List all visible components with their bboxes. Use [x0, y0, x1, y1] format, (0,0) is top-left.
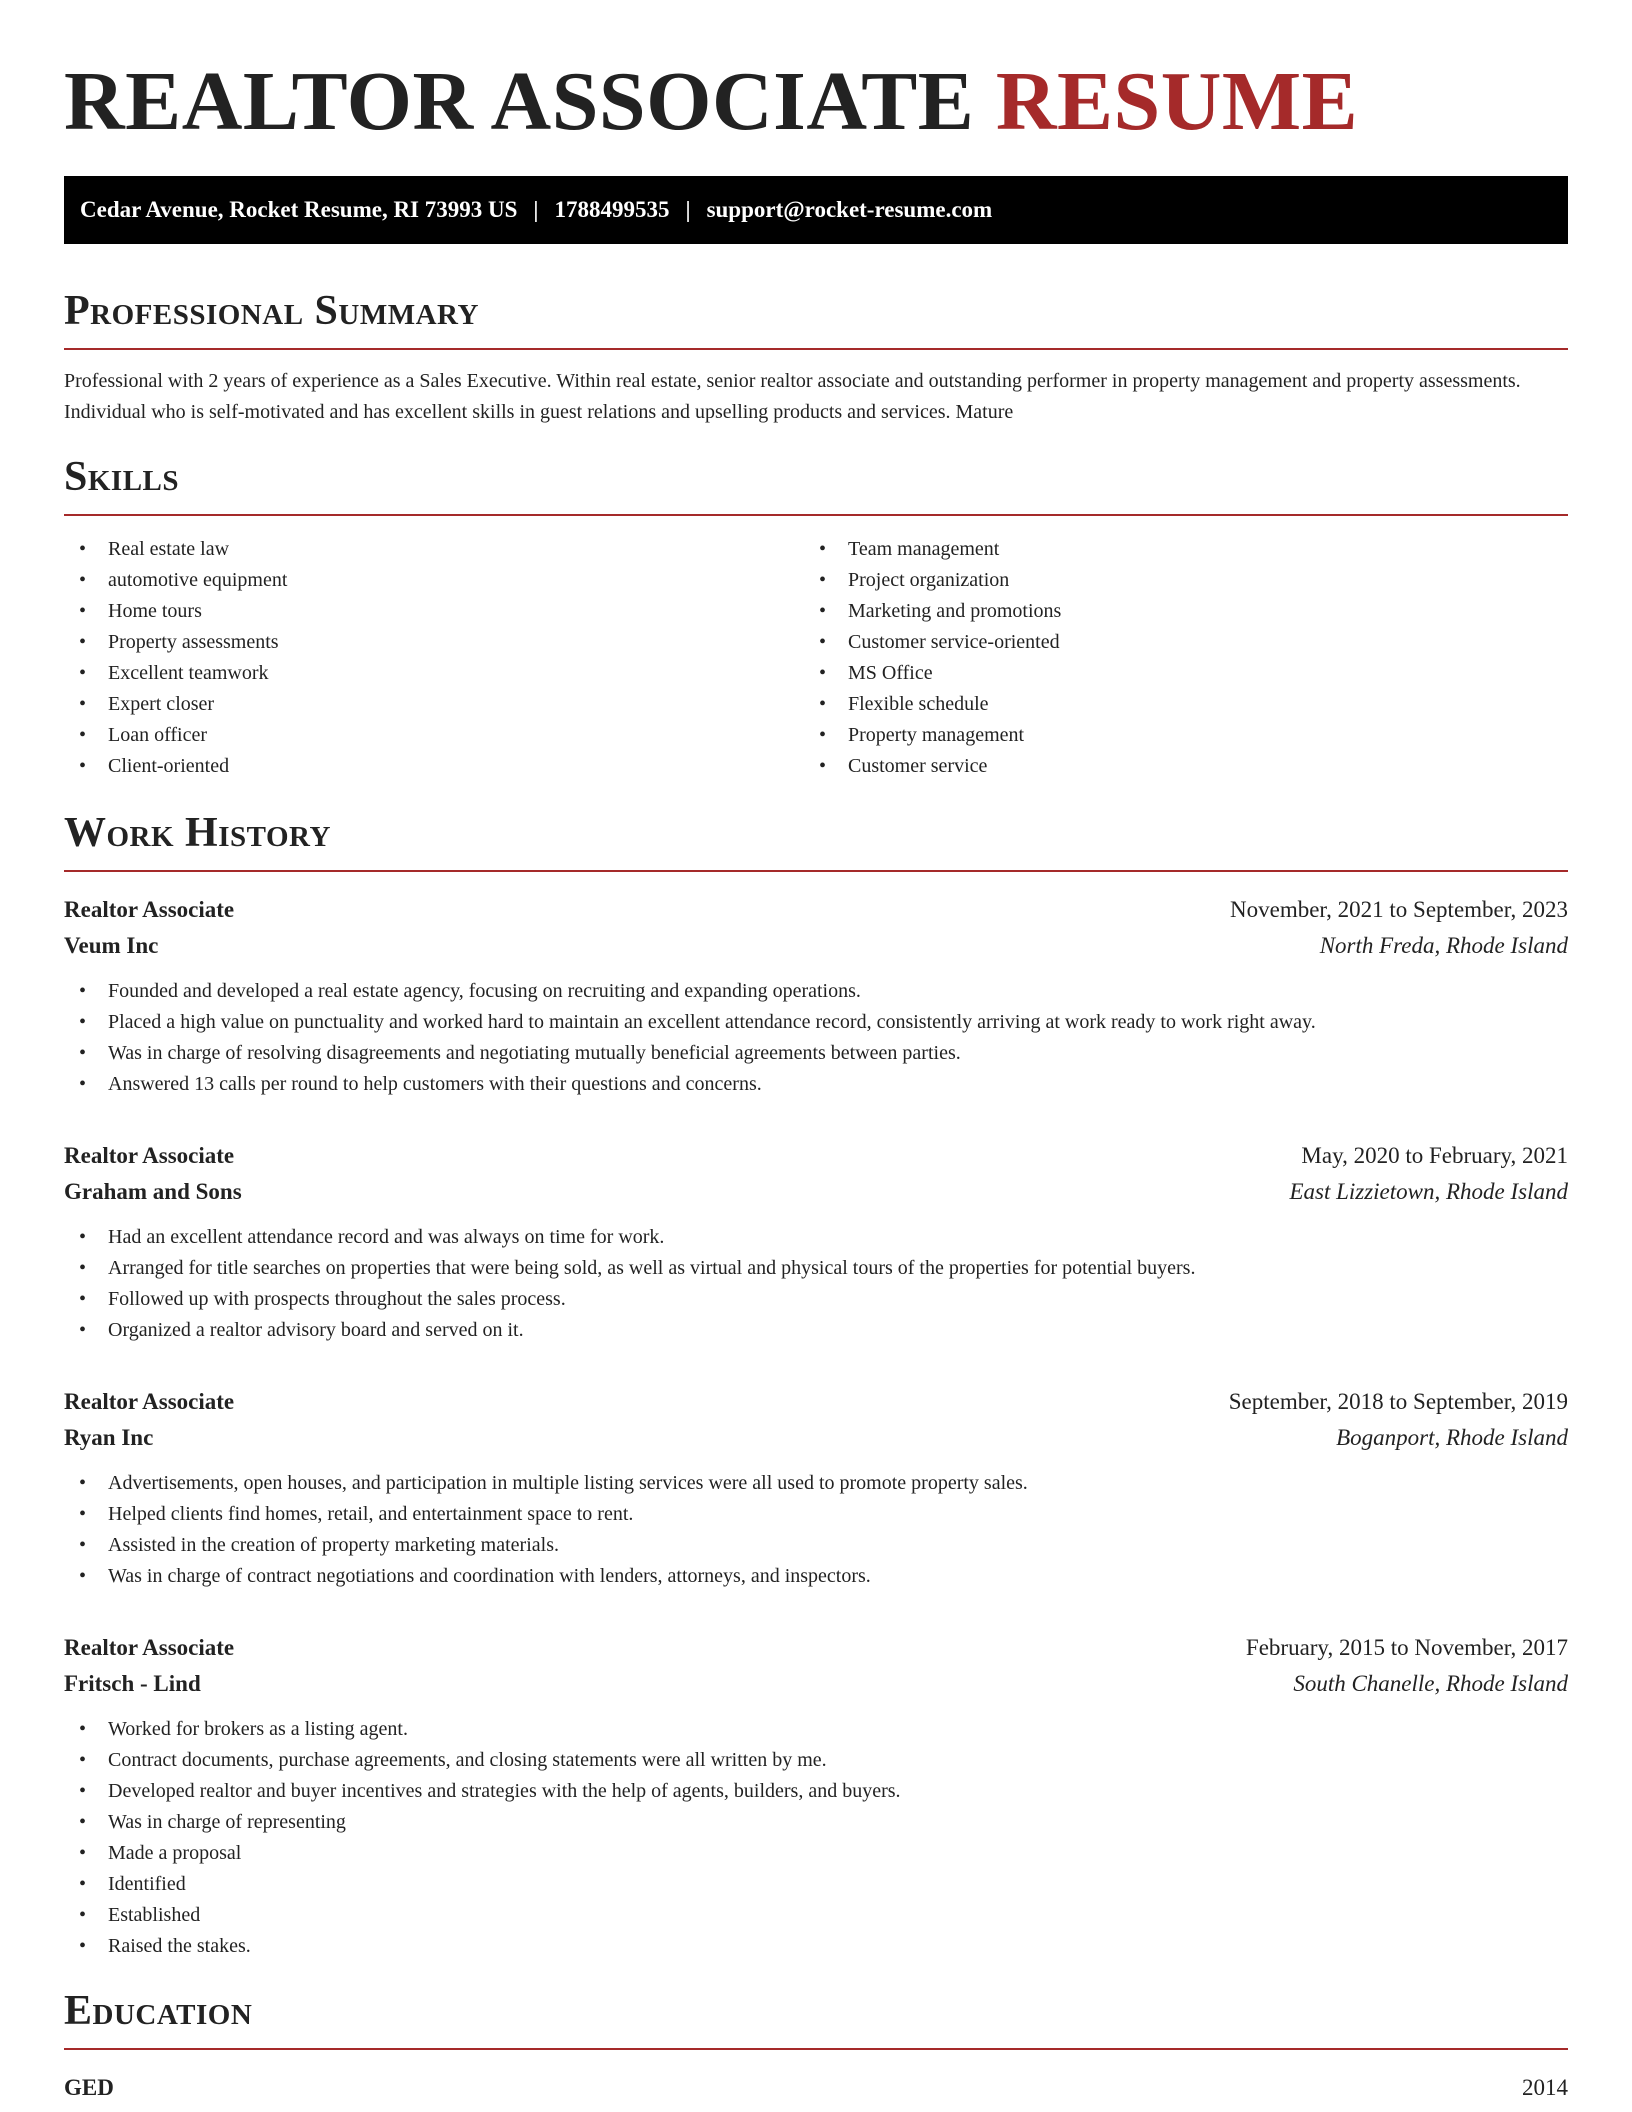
job-bullet: • Developed realtor and buyer incentives and strategies with the help of agents, builders, and buyers. [64, 1776, 1568, 1807]
job-entry [64, 1630, 1568, 1962]
job-bullets [64, 1714, 1568, 1962]
job-company-row [64, 1420, 1568, 1456]
job-header-row [64, 1384, 1568, 1420]
job-dates: February, 2015 to November, 2017 [1245, 1635, 1568, 1660]
job-bullet: • Was in charge of resolving disagreements and negotiating mutually beneficial agreements between parties. [64, 1038, 1568, 1069]
work-heading: Work History [64, 806, 1568, 872]
skills-grid [64, 534, 1568, 782]
job-dates: May, 2020 to February, 2021 [1301, 1143, 1568, 1168]
job-company-row [64, 1174, 1568, 1210]
skills-list-right [804, 534, 1544, 782]
skill-item: • Property management [804, 720, 1544, 751]
education-heading: Education [64, 1984, 1568, 2050]
job-header-row [64, 1138, 1568, 1174]
education-entry [64, 2070, 1568, 2106]
job-company: Graham and Sons [64, 1179, 242, 1204]
job-entry [64, 1384, 1568, 1592]
job-location: North Freda, Rhode Island [1319, 933, 1568, 958]
contact-email: support@rocket-resume.com [706, 197, 993, 222]
skill-item: • Customer service-oriented [804, 627, 1544, 658]
job-title: Realtor Associate [64, 1635, 235, 1660]
job-company: Veum Inc [64, 933, 159, 958]
skill-item: • Expert closer [64, 689, 804, 720]
contact-bar [64, 176, 1568, 244]
job-bullets [64, 1222, 1568, 1346]
job-company-row [64, 1666, 1568, 1702]
skill-item: • Project organization [804, 565, 1544, 596]
contact-separator: | [685, 197, 691, 222]
skill-item: • MS Office [804, 658, 1544, 689]
job-bullet: • Identified [64, 1869, 1568, 1900]
contact-phone: 1788499535 [554, 197, 670, 222]
job-bullet: • Answered 13 calls per round to help customers with their questions and concerns. [64, 1069, 1568, 1100]
job-location: East Lizzietown, Rhode Island [1289, 1179, 1568, 1204]
job-bullet: • Arranged for title searches on properties that were being sold, as well as virtual and physical tours of the properties for potential buyers. [64, 1253, 1568, 1284]
contact-separator: | [533, 197, 539, 222]
job-header-row [64, 892, 1568, 928]
job-bullet: • Assisted in the creation of property marketing materials. [64, 1530, 1568, 1561]
job-location: Boganport, Rhode Island [1336, 1425, 1568, 1450]
job-bullet: • Was in charge of contract negotiations and coordination with lenders, attorneys, and inspectors. [64, 1561, 1568, 1592]
job-bullet: • Had an excellent attendance record and was always on time for work. [64, 1222, 1568, 1253]
job-bullet: • Was in charge of representing [64, 1807, 1568, 1838]
job-company-row [64, 928, 1568, 964]
skills-heading: Skills [64, 450, 1568, 516]
job-title: Realtor Associate [64, 1143, 235, 1168]
job-bullet: • Organized a realtor advisory board and served on it. [64, 1315, 1568, 1346]
title-main: REALTOR ASSOCIATE [64, 55, 975, 148]
skill-item: • Real estate law [64, 534, 804, 565]
title-accent: RESUME [995, 55, 1359, 148]
job-bullet: • Advertisements, open houses, and participation in multiple listing services were all used to promote property sales. [64, 1468, 1568, 1499]
contact-address: Cedar Avenue, Rocket Resume, RI 73993 US [80, 197, 518, 222]
skill-item: • Excellent teamwork [64, 658, 804, 689]
job-dates: November, 2021 to September, 2023 [1230, 897, 1568, 922]
skill-item: • Loan officer [64, 720, 804, 751]
job-company: Ryan Inc [64, 1425, 154, 1450]
skill-item: • Flexible schedule [804, 689, 1544, 720]
job-company: Fritsch - Lind [64, 1671, 201, 1696]
job-bullet: • Established [64, 1900, 1568, 1931]
skill-item: • Home tours [64, 596, 804, 627]
skills-list-left [64, 534, 804, 782]
education-year: 2014 [1522, 2075, 1568, 2100]
skill-item: • Customer service [804, 751, 1544, 782]
job-bullets [64, 976, 1568, 1100]
job-bullet: • Helped clients find homes, retail, and entertainment space to rent. [64, 1499, 1568, 1530]
job-bullet: • Worked for brokers as a listing agent. [64, 1714, 1568, 1745]
summary-heading: Professional Summary [64, 284, 1568, 350]
job-entry [64, 1138, 1568, 1346]
job-bullets [64, 1468, 1568, 1592]
education-degree: GED [64, 2075, 114, 2100]
job-bullet: • Placed a high value on punctuality and worked hard to maintain an excellent attendance record, consistently arriving at work ready to work right away. [64, 1007, 1568, 1038]
job-bullet: • Raised the stakes. [64, 1931, 1568, 1962]
job-header-row [64, 1630, 1568, 1666]
job-location: South Chanelle, Rhode Island [1293, 1671, 1568, 1696]
skill-item: • automotive equipment [64, 565, 804, 596]
job-title: Realtor Associate [64, 1389, 235, 1414]
skill-item: • Client-oriented [64, 751, 804, 782]
skill-item: • Property assessments [64, 627, 804, 658]
job-bullet: • Founded and developed a real estate agency, focusing on recruiting and expanding operations. [64, 976, 1568, 1007]
job-title: Realtor Associate [64, 897, 235, 922]
job-dates: September, 2018 to September, 2019 [1228, 1389, 1568, 1414]
job-entry [64, 892, 1568, 1100]
job-bullet: • Contract documents, purchase agreements, and closing statements were all written by me. [64, 1745, 1568, 1776]
job-bullet: • Made a proposal [64, 1838, 1568, 1869]
skill-item: • Marketing and promotions [804, 596, 1544, 627]
summary-text: Professional with 2 years of experience as a Sales Executive. Within real estate, senior realtor associate and outstanding performer in property management and property assessments. Individual who is self-motivated and has excellent skills in guest relations and upselling products and services. Mature [64, 370, 1521, 423]
resume-title [64, 0, 1568, 148]
job-bullet: • Followed up with prospects throughout the sales process. [64, 1284, 1568, 1315]
skill-item: • Team management [804, 534, 1544, 565]
